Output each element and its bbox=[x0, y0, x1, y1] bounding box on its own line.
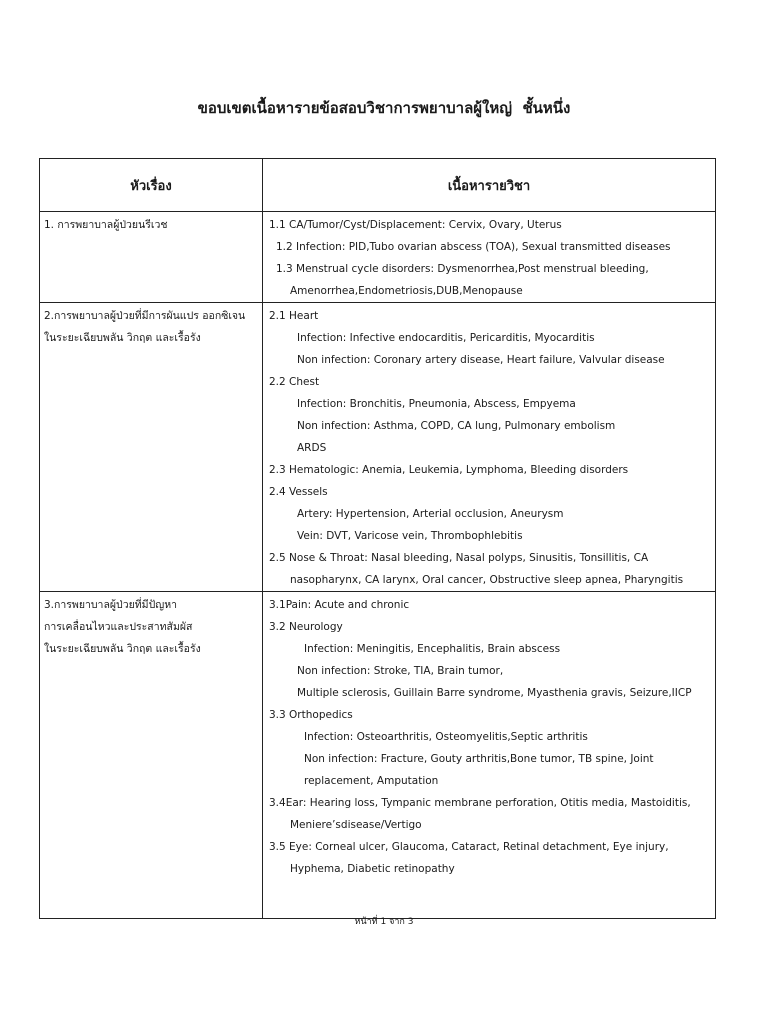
syllabus-table bbox=[39, 158, 716, 919]
topic-line: ในระยะเฉียบพลัน วิกฤต และเรื้อรัง bbox=[44, 332, 201, 344]
table-row bbox=[40, 592, 716, 919]
content-line: replacement, Amputation bbox=[304, 775, 439, 787]
content-line: 1.2 Infection: PID,Tubo ovarian abscess (TOA), Sexual transmitted diseases bbox=[276, 241, 671, 253]
table-row bbox=[40, 303, 716, 592]
content-line: Artery: Hypertension, Arterial occlusion, Aneurysm bbox=[297, 508, 564, 520]
content-line: Non infection: Coronary artery disease, Heart failure, Valvular disease bbox=[297, 354, 665, 366]
content-line: Vein: DVT, Varicose vein, Thrombophlebitis bbox=[297, 530, 523, 542]
table-header-row bbox=[40, 159, 716, 212]
content-line: 2.4 Vessels bbox=[269, 486, 328, 498]
content-line: 1.3 Menstrual cycle disorders: Dysmenorrhea,Post menstrual bleeding, bbox=[276, 263, 649, 275]
content-line: Infection: Osteoarthritis, Osteomyelitis,Septic arthritis bbox=[304, 731, 588, 743]
topic-cell bbox=[40, 303, 263, 592]
topic-cell bbox=[40, 212, 263, 303]
content-cell bbox=[263, 592, 716, 919]
content-line: Meniere’sdisease/Vertigo bbox=[290, 819, 422, 831]
table-row bbox=[40, 212, 716, 303]
topic-cell bbox=[40, 592, 263, 919]
content-cell bbox=[263, 303, 716, 592]
content-column-header: เนื้อหารายวิชา bbox=[263, 159, 716, 212]
content-line: 1.1 CA/Tumor/Cyst/Displacement: Cervix, Ovary, Uterus bbox=[269, 219, 562, 231]
content-line: 3.3 Orthopedics bbox=[269, 709, 353, 721]
content-line: nasopharynx, CA larynx, Oral cancer, Obstructive sleep apnea, Pharyngitis bbox=[290, 574, 684, 586]
content-line: 2.5 Nose & Throat: Nasal bleeding, Nasal polyps, Sinusitis, Tonsillitis, CA bbox=[269, 552, 649, 564]
content-cell bbox=[263, 212, 716, 303]
content-line: Non infection: Asthma, COPD, CA lung, Pulmonary embolism bbox=[297, 420, 616, 432]
topic-line: 1. การพยาบาลผู้ป่วยนรีเวช bbox=[44, 219, 168, 231]
content-line: 2.3 Hematologic: Anemia, Leukemia, Lymphoma, Bleeding disorders bbox=[269, 464, 629, 476]
content-line: Infection: Meningitis, Encephalitis, Brain abscess bbox=[304, 643, 561, 655]
content-line: 3.5 Eye: Corneal ulcer, Glaucoma, Cataract, Retinal detachment, Eye injury, bbox=[269, 841, 669, 853]
page-title: ขอบเขตเนื้อหารายข้อสอบวิชาการพยาบาลผู้ใหญ่ ชั้นหนึ่ง bbox=[197, 99, 571, 117]
content-line: Infection: Bronchitis, Pneumonia, Abscess, Empyema bbox=[297, 398, 576, 410]
page-number: หน้าที่ 1 จาก 3 bbox=[354, 917, 414, 927]
topic-column-header: หัวเรื่อง bbox=[40, 159, 263, 212]
content-line: Infection: Infective endocarditis, Pericarditis, Myocarditis bbox=[297, 332, 595, 344]
content-line: 2.2 Chest bbox=[269, 376, 320, 388]
content-line: Multiple sclerosis, Guillain Barre syndrome, Myasthenia gravis, Seizure,IICP bbox=[297, 687, 692, 699]
content-line: 3.4Ear: Hearing loss, Tympanic membrane perforation, Otitis media, Mastoiditis, bbox=[269, 797, 691, 809]
topic-line: การเคลื่อนไหวและประสาทสัมผัส bbox=[44, 621, 193, 633]
content-line: 3.2 Neurology bbox=[269, 621, 343, 633]
topic-line: 2.การพยาบาลผู้ป่วยที่มีการผันแปร ออกซิเจน bbox=[44, 310, 246, 322]
content-line: Non infection: Stroke, TIA, Brain tumor, bbox=[297, 665, 504, 677]
topic-line: 3.การพยาบาลผู้ป่วยที่มีปัญหา bbox=[44, 599, 178, 611]
content-line: 2.1 Heart bbox=[269, 310, 319, 322]
content-line: 3.1Pain: Acute and chronic bbox=[269, 599, 410, 611]
content-line: Non infection: Fracture, Gouty arthritis,Bone tumor, TB spine, Joint bbox=[304, 753, 654, 765]
content-line: Hyphema, Diabetic retinopathy bbox=[290, 863, 455, 875]
content-line: Amenorrhea,Endometriosis,DUB,Menopause bbox=[290, 285, 523, 297]
topic-line: ในระยะเฉียบพลัน วิกฤต และเรื้อรัง bbox=[44, 643, 201, 655]
content-line: ARDS bbox=[297, 442, 327, 454]
